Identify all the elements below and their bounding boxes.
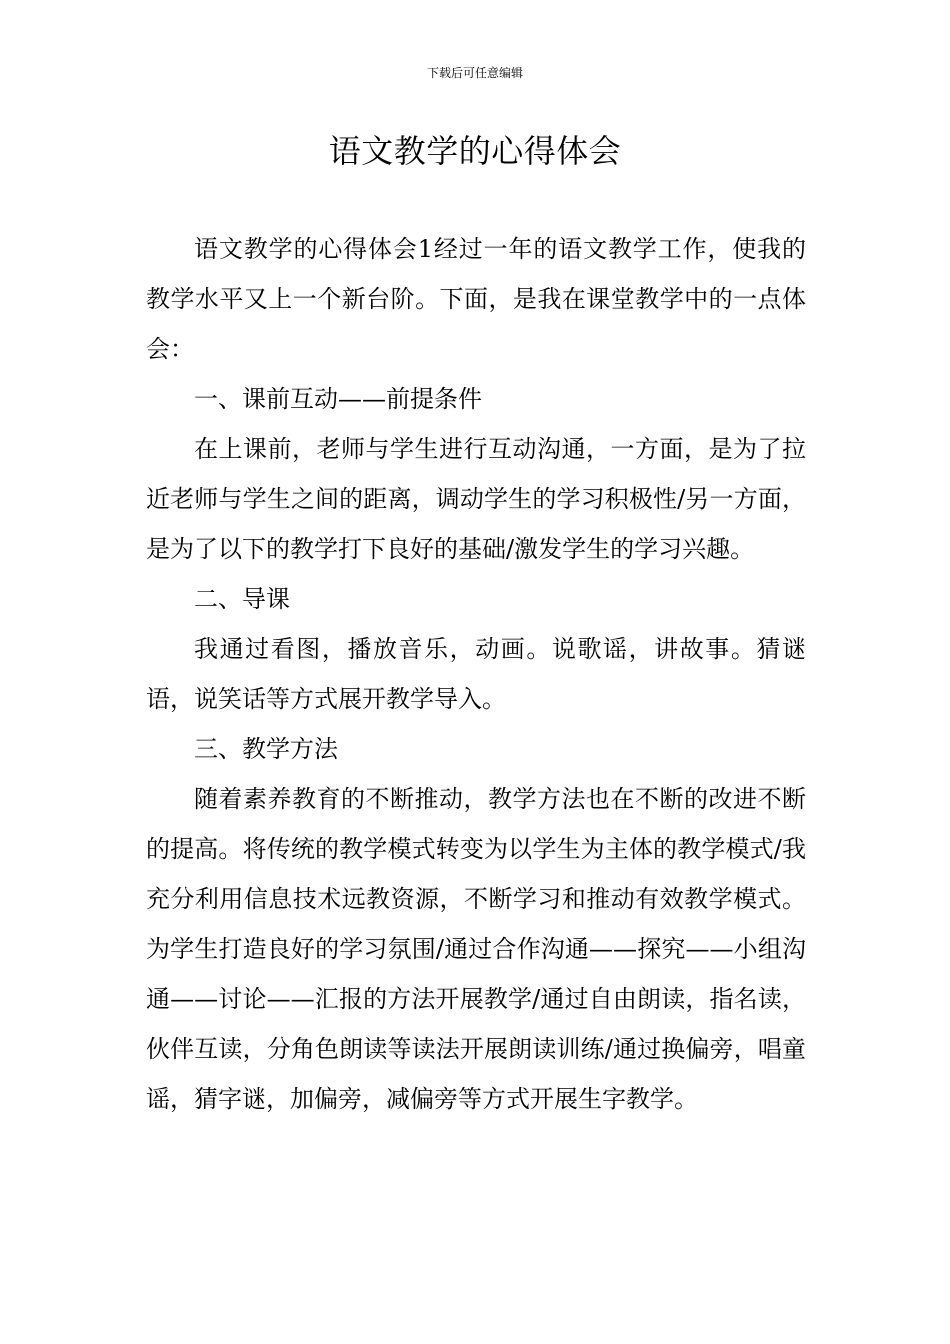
section-heading-2: 二、导课 [194, 585, 290, 613]
paragraph-section-1: 在上课前，老师与学生进行互动沟通，一方面，是为了拉近老师与学生之间的距离，调动学生的学习积极性/另一方面，是为了以下的教学打下良好的基础/激发学生的学习兴趣。 [146, 435, 806, 563]
paragraph-section-3: 随着素养教育的不断推动，教学方法也在不断的改进不断的提高。将传统的教学模式转变为以学生为主体的教学模式/我充分利用信息技术远教资源，不断学习和推动有效教学模式。为学生打造良好的学习氛围/通过合作沟通——探究——小组沟通——讨论——汇报的方法开展教学/通过自由朗读，指名读，伙伴互读，分角色朗读等读法开展朗读训练/通过换偏旁，唱童谣，猜字谜，加偏旁，减偏旁等方式开展生字教学。 [146, 785, 806, 1113]
section-heading-1: 一、课前互动——前提条件 [194, 385, 482, 413]
paragraph-intro: 语文教学的心得体会1经过一年的语文教学工作，使我的教学水平又上一个新台阶。下面，是我在课堂教学中的一点体会： [146, 235, 806, 363]
document-title: 语文教学的心得体会 [328, 132, 622, 170]
document-body [146, 224, 806, 1124]
section-heading-3: 三、教学方法 [194, 735, 338, 763]
paragraph-section-2: 我通过看图，播放音乐，动画。说歌谣，讲故事。猜谜语，说笑话等方式展开教学导入。 [146, 635, 806, 713]
header-note: 下载后可任意编辑 [426, 66, 523, 80]
